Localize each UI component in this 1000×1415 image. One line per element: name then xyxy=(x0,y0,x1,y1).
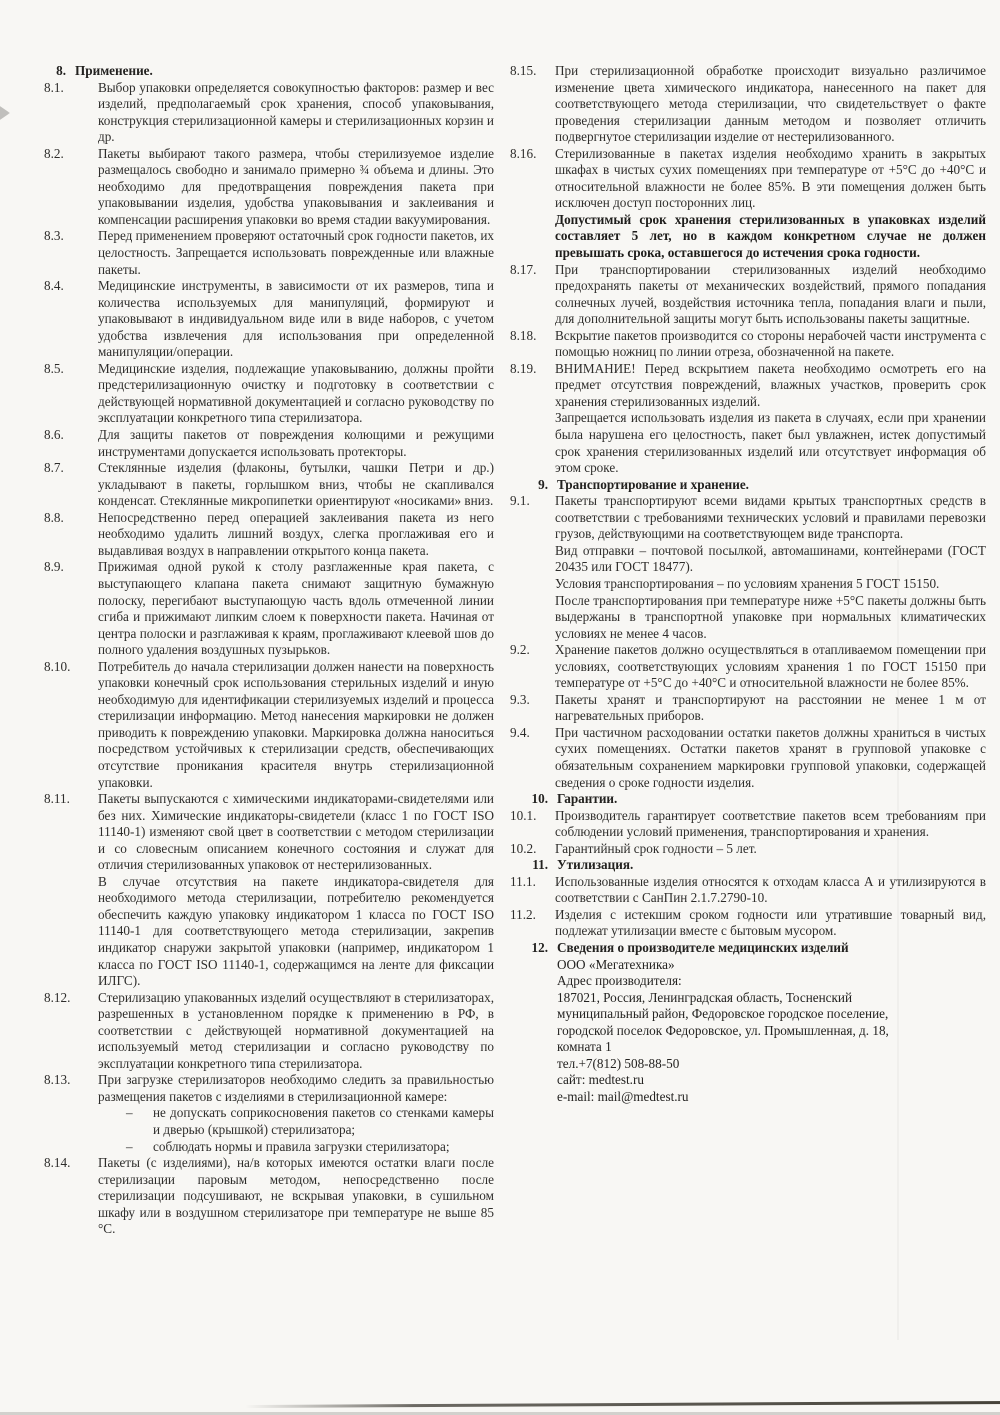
item-number: 8.4. xyxy=(44,278,64,294)
item-body xyxy=(555,262,986,328)
item-text: Стерилизованные в пакетах изделия необходимо хранить в закрытых шкафах в чистых сухих помещениях при температуре от +5°С до +40°С и относительной влажности не более 85%. В эти помещения должен быть исключен доступ посторонних лиц. xyxy=(555,145,986,211)
item-number: 11.2. xyxy=(510,906,536,922)
section-title: Сведения о производителе медицинских изделий xyxy=(557,939,849,955)
item-body xyxy=(98,510,494,560)
bullet-dash: – xyxy=(126,1105,133,1121)
contact-line: городской поселок Федоровское, ул. Промышленная, д. 18, xyxy=(557,1022,889,1038)
contact-line: Адрес производителя: xyxy=(557,973,682,989)
item-body xyxy=(557,791,986,808)
item-paragraph: После транспортирования при температуре ниже +5°С пакеты должны быть выдержаны в транспортной упаковке при нормальных климатических условиях не менее 4 часов. xyxy=(555,592,986,641)
item-body xyxy=(557,940,986,1105)
section-heading xyxy=(508,940,986,1105)
contact-line: комната 1 xyxy=(557,1039,612,1055)
list-item xyxy=(508,262,986,328)
item-text: Пакеты транспортируют всеми видами крытых транспортных средств в соответствии с требованиями технических условий и правилами перевозки грузов, действующими на соответствующем виде транспорта. xyxy=(555,493,986,542)
bullet-item xyxy=(98,1139,494,1156)
item-number: 8.17. xyxy=(510,261,537,277)
item-number: 8.16. xyxy=(510,145,537,161)
item-text: Для защиты пакетов от повреждения колющими и режущими инструментами допускается использовать протекторы. xyxy=(98,427,494,459)
item-text: Выбор упаковки определяется совокупностью факторов: размер и вес изделий, предполагаемый срок хранения, способ упаковывания, конструкция стерилизационной камеры и стерилизационных корзин и др. xyxy=(98,79,494,145)
list-item xyxy=(42,228,494,278)
item-number: 10.2. xyxy=(510,840,537,856)
item-text: Пакеты хранят и транспортируют на расстоянии не менее 1 м от нагревательных приборов. xyxy=(555,691,986,724)
item-number: 8.8. xyxy=(44,509,64,525)
item-body xyxy=(98,427,494,460)
item-body xyxy=(555,874,986,907)
section-title: Утилизация. xyxy=(557,857,634,873)
item-number: 8.18. xyxy=(510,327,537,343)
section-title: Применение. xyxy=(75,63,153,78)
list-item xyxy=(42,361,494,427)
item-body xyxy=(98,460,494,510)
item-paragraph: Запрещается использовать изделия из пакета в случаях, если при хранении была нарушена его целостность, пакет был увлажнен, истек допустимый срок хранения стерилизованных изделий или отсутствует информация об этом сроке. xyxy=(555,410,986,476)
list-item xyxy=(42,80,494,146)
item-body xyxy=(98,1072,494,1155)
column-right xyxy=(508,63,986,1415)
item-number: 8.9. xyxy=(44,559,64,575)
item-text: При транспортировании стерилизованных изделий необходимо предохранять пакеты от механических воздействий, прямого попадания солнечных лучей, воздействия источника тепла, попадания влаги и пыли, для дополнительной защиты могут быть использованы пакеты защитные. xyxy=(555,261,986,327)
list-item xyxy=(508,146,986,262)
item-number: 8.11. xyxy=(44,791,70,807)
item-text: Изделия с истекшим сроком годности или утратившие товарный вид, подлежат утилизации вместе с бытовым мусором. xyxy=(555,906,986,939)
item-number: 8.7. xyxy=(44,460,64,476)
item-body xyxy=(98,146,494,229)
list-item xyxy=(508,328,986,361)
item-text: Пакеты (с изделиями), на/в которых имеются остатки влаги после стерилизации паровым методом, непосредственно после стерилизации подсушивают, не вскрывая упаковки, в сушильном шкафу или в воздушном стерилизаторе при температуре не выше 85 °С. xyxy=(98,1155,494,1237)
contact-line: 187021, Россия, Ленинградская область, Тосненский xyxy=(557,989,853,1005)
item-body xyxy=(557,857,986,874)
item-body xyxy=(555,725,986,791)
item-text: Стеклянные изделия (флаконы, бутылки, чашки Петри и др.) укладывают в пакеты, горлышком вниз, чтобы не скапливался конденсат. Стеклянные микропипетки ориентируют «носиками» вниз. xyxy=(98,460,494,509)
bullet-text: не допускать соприкосновения пакетов со стенками камеры и дверью (крышкой) стерилизатора; xyxy=(153,1105,494,1137)
list-item xyxy=(42,1072,494,1155)
column-left xyxy=(42,63,494,1415)
item-text: ВНИМАНИЕ! Перед вскрытием пакета необходимо осмотреть его на предмет отсутствия повреждений, влажных участков, проверить срок хранения стерилизованных изделий. xyxy=(555,360,986,409)
contact-line: тел.+7(812) 508-88-50 xyxy=(557,1055,680,1071)
item-number: 8.5. xyxy=(44,360,64,376)
section-title: Транспортирование и хранение. xyxy=(557,476,749,492)
item-body xyxy=(555,146,986,262)
list-item xyxy=(508,841,986,858)
item-body xyxy=(557,477,986,494)
list-item xyxy=(42,278,494,361)
item-number: 8.1. xyxy=(44,79,64,95)
item-body xyxy=(555,361,986,477)
item-text: Прижимая одной рукой к столу разглаженные края пакета, с выступающего клапана пакета снимают защитную бумажную полоску, перегибают выступающую часть вдоль отмеченной линии сгиба и прижимают липким слоем к поверхности пакета. Начиная от центра полоски и разглаживая к краям, проглаживают клеевой шов до полного удаления воздушных пузырьков. xyxy=(98,559,494,658)
list-item xyxy=(42,460,494,510)
item-body xyxy=(555,493,986,642)
list-item xyxy=(42,146,494,229)
item-text: Пакеты выпускаются с химическими индикаторами-свидетелями или без них. Химические индикаторы-свидетели (класс 1 по ГОСТ ISO 11140-1) изменяют свой цвет в соответствии с методом стерилизации и со словесным описанием конечного состояния и служат для отличия стерилизованных упаковок от нестерилизованных. xyxy=(98,791,494,873)
item-body xyxy=(75,63,494,80)
item-number: 9.3. xyxy=(510,691,530,707)
item-body xyxy=(555,907,986,940)
list-item xyxy=(42,427,494,460)
scan-streak xyxy=(897,560,899,1340)
section-title: Гарантии. xyxy=(557,791,618,807)
list-item xyxy=(508,725,986,791)
list-item xyxy=(508,808,986,841)
item-body xyxy=(98,559,494,658)
item-paragraph: Условия транспортирования – по условиям хранения 5 ГОСТ 15150. xyxy=(555,575,940,591)
item-text: Гарантийный срок годности – 5 лет. xyxy=(555,840,757,856)
contact-line: сайт: medtest.ru xyxy=(557,1072,644,1088)
item-number: 8.12. xyxy=(44,989,71,1005)
list-item xyxy=(42,559,494,658)
contact-line: e-mail: mail@medtest.ru xyxy=(557,1088,689,1104)
contact-line: муниципальный район, Федоровское городское поселение, xyxy=(557,1006,889,1022)
item-text: При частичном расходовании остатки пакетов должны храниться в чистых сухих помещениях. Остатки пакетов хранят в групповой упаковке с обязательным сохранением маркировки групповой упаковки, содержащей сведения о сроке годности изделия. xyxy=(555,724,986,790)
item-number: 8.10. xyxy=(44,658,71,674)
item-text: Пакеты выбирают такого размера, чтобы стерилизуемое изделие размещалось свободно и занимало примерно ¾ объема и длины. Это необходимо для предотвращения повреждения пакета при упаковывании изделия, удобства упаковывания и заклеивания и компенсации расширения упаковки во время стадии вакуумирования. xyxy=(98,145,494,227)
item-number: 9. xyxy=(538,476,548,492)
item-number: 8.15. xyxy=(510,63,537,78)
item-text: Вскрытие пакетов производится со стороны нерабочей части инструмента с помощью ножниц по линии отреза, обозначенной на пакете. xyxy=(555,327,986,360)
item-body xyxy=(555,841,986,858)
item-text: Хранение пакетов должно осуществляться в отапливаемом помещении при условиях, соответствующих условиям хранения 1 по ГОСТ 15150 при температуре от +5°С до +40°С и относительной влажности не более 85%. xyxy=(555,642,986,691)
item-text: Непосредственно перед операцией заклеивания пакета из него необходимо удалить лишний воздух, слегка проглаживая его и выдавливая воздух в направлении открытого конца пакета. xyxy=(98,509,494,558)
item-text: Перед применением проверяют остаточный срок годности пакетов, их целостность. Запрещается использовать поврежденные или влажные пакеты. xyxy=(98,228,494,277)
item-number: 8.2. xyxy=(44,145,64,161)
item-number: 8.3. xyxy=(44,228,64,244)
list-item xyxy=(508,692,986,725)
section-heading xyxy=(508,857,986,874)
item-number: 8. xyxy=(56,63,66,78)
list-item xyxy=(508,63,986,146)
list-item xyxy=(42,791,494,990)
item-paragraph: В случае отсутствия на пакете индикатора-свидетеля для необходимого метода стерилизации, потребителю рекомендуется обеспечить каждую упаковку индикатором 1 класса по ГОСТ ISO 11140-1 для соответствующего метода стерилизации, закрепив индикатор снаружи закрытой упаковки (например, индикатором 1 класса по ГОСТ ISO 11140-1, содержащимся на ленте для фиксации ИЛГС). xyxy=(98,873,494,989)
item-text: Стерилизацию упакованных изделий осуществляют в стерилизаторах, разрешенных в установленном порядке к применению в РФ, в соответствии с действующей нормативной документацией на используемый метод стерилизации и согласно руководству по эксплуатации конкретного типа стерилизатора. xyxy=(98,989,494,1071)
section-heading xyxy=(42,63,494,80)
list-item xyxy=(42,659,494,791)
list-item xyxy=(42,1155,494,1238)
item-body xyxy=(555,63,986,146)
item-number: 9.4. xyxy=(510,724,530,740)
contact-line: ООО «Мегатехника» xyxy=(557,956,675,972)
item-number: 12. xyxy=(531,939,548,955)
item-text: Использованные изделия относятся к отходам класса А и утилизируются в соответствии с СанПин 2.1.7.2790-10. xyxy=(555,873,986,906)
bullet-dash: – xyxy=(126,1138,133,1154)
item-body xyxy=(555,642,986,692)
item-text: Производитель гарантирует соответствие пакетов всем требованиям при соблюдении условий применения, транспортирования и хранения. xyxy=(555,807,986,840)
item-number: 8.19. xyxy=(510,360,537,376)
item-body xyxy=(98,228,494,278)
section-heading xyxy=(508,477,986,494)
item-text: При загрузке стерилизаторов необходимо следить за правильностью размещения пакетов с изделиями в стерилизационной камере: xyxy=(98,1072,494,1104)
item-body xyxy=(555,692,986,725)
list-item xyxy=(42,990,494,1073)
item-number: 8.13. xyxy=(44,1072,71,1088)
item-number: 9.1. xyxy=(510,493,530,509)
item-body xyxy=(555,328,986,361)
item-number: 8.14. xyxy=(44,1155,71,1171)
section-heading xyxy=(508,791,986,808)
item-text: Медицинские изделия, подлежащие упаковыванию, должны пройти предстерилизационную очистку и подготовку в соответствии с действующей нормативной документацией и согласно руководству по эксплуатации конкретного типа стерилизатора. xyxy=(98,360,494,426)
item-number: 10.1. xyxy=(510,807,537,823)
item-number: 10. xyxy=(531,791,548,807)
list-item xyxy=(508,493,986,642)
list-item xyxy=(508,361,986,477)
item-body xyxy=(555,808,986,841)
item-number: 11.1. xyxy=(510,873,536,889)
item-body xyxy=(98,990,494,1073)
item-text-bold: Допустимый срок хранения стерилизованных в упаковках изделий составляет 5 лет, но в каждом конкретном случае не должен превышать срока, оставшегося до истечения срока годности. xyxy=(555,211,986,261)
item-text: Медицинские инструменты, в зависимости от их размеров, типа и количества используемых для манипуляций, формируют и упаковывают в индивидуальном виде или в виде наборов, с учетом удобства извлечения для использования при определенной манипуляции/операции. xyxy=(98,278,494,360)
list-item xyxy=(42,510,494,560)
item-paragraph: Вид отправки – почтовой посылкой, автомашинами, контейнерами (ГОСТ 20435 или ГОСТ 18477). xyxy=(555,542,986,575)
item-body xyxy=(98,791,494,990)
list-item xyxy=(508,874,986,907)
item-body xyxy=(98,1155,494,1238)
item-body xyxy=(98,361,494,427)
item-body xyxy=(98,278,494,361)
bullet-text: соблюдать нормы и правила загрузки стерилизатора; xyxy=(153,1138,450,1154)
item-number: 9.2. xyxy=(510,642,530,658)
bullet-item xyxy=(98,1105,494,1138)
item-body xyxy=(98,659,494,791)
item-number: 11. xyxy=(532,857,548,873)
item-text: Потребитель до начала стерилизации должен нанести на поверхность упаковки конечный срок использования стерильных изделий и иную необходимую для идентификации стерилизуемых изделий и процесса стерилизации информацию. Метод нанесения маркировки не должен приводить к повреждению упаковки. Маркировка должна наноситься посредством устойчивых к стерилизации средств, обеспечивающих отсутствие проникания красителя внутрь стерилизационной упаковки. xyxy=(98,658,494,790)
item-body xyxy=(98,80,494,146)
item-number: 8.6. xyxy=(44,427,64,443)
item-text: При стерилизационной обработке происходит визуально различимое изменение цвета химического индикатора, нанесенного на пакет для соответствующего метода стерилизации, что свидетельствует о факте проведения стерилизации данным методом и позволяет отличить подвергнутое стерилизации изделие от нестерилизованного. xyxy=(555,63,986,145)
list-item xyxy=(508,907,986,940)
list-item xyxy=(508,642,986,692)
